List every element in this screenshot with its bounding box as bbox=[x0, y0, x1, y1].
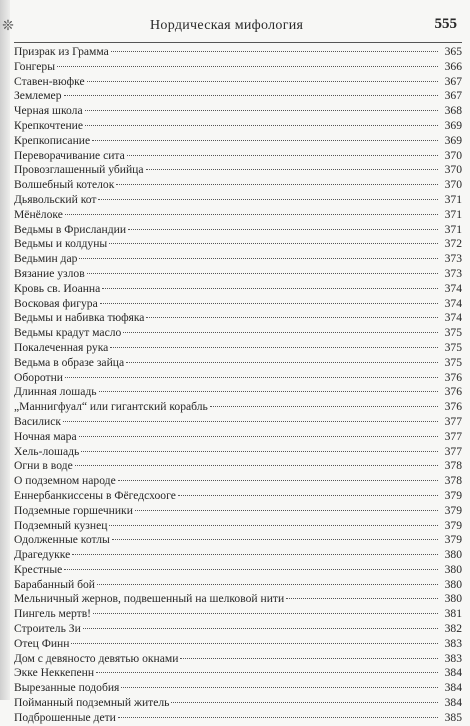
toc-entry-page: 374 bbox=[444, 311, 462, 325]
toc-entry bbox=[14, 430, 462, 445]
toc-entry-title: Пингель мертв! bbox=[14, 607, 92, 621]
dot-leader bbox=[146, 317, 438, 318]
toc-entry-page: 381 bbox=[444, 607, 462, 621]
toc-entry-page: 370 bbox=[444, 148, 462, 162]
toc-entry-title: Еннербанкиссены в Фёгедсхооге bbox=[14, 488, 176, 502]
toc-entry-title: Вязание узлов bbox=[14, 266, 85, 280]
toc-entry bbox=[14, 208, 462, 223]
dot-leader bbox=[110, 347, 438, 348]
toc-entry-page: 368 bbox=[444, 104, 462, 118]
dot-leader bbox=[178, 495, 438, 496]
toc-entry bbox=[14, 578, 462, 593]
toc-entry-title: Василиск bbox=[14, 414, 61, 428]
toc-entry-page: 380 bbox=[444, 592, 462, 606]
toc-entry-title: Строитель Зи bbox=[14, 622, 81, 636]
toc-entry-title: Кровь св. Иоанна bbox=[14, 281, 101, 295]
toc-entry bbox=[14, 104, 462, 119]
toc-entry bbox=[14, 163, 462, 178]
toc-entry bbox=[14, 371, 462, 386]
toc-entry-title: Огни в воде bbox=[14, 459, 73, 473]
dot-leader bbox=[116, 184, 438, 185]
toc-entry-title: О подземном народе bbox=[14, 474, 116, 488]
toc-entry bbox=[14, 711, 462, 726]
dot-leader bbox=[102, 288, 438, 289]
toc-entry-page: 376 bbox=[444, 400, 462, 414]
toc-entry-title: Длинная лошадь bbox=[14, 385, 97, 399]
dot-leader bbox=[112, 539, 438, 540]
dot-leader bbox=[118, 717, 438, 718]
toc-entry-page: 379 bbox=[444, 518, 462, 532]
toc-entry-title: Подброшенные дети bbox=[14, 710, 116, 724]
toc-entry-page: 366 bbox=[444, 59, 462, 73]
toc-entry bbox=[14, 415, 462, 430]
toc-entry bbox=[14, 519, 462, 534]
toc-entry-page: 369 bbox=[444, 118, 462, 132]
toc-entry-title: Крепкописание bbox=[14, 133, 91, 147]
toc-entry-title: Землемер bbox=[14, 89, 62, 103]
toc-entry-page: 385 bbox=[444, 710, 462, 724]
dot-leader bbox=[63, 421, 438, 422]
toc-entry-page: 373 bbox=[444, 266, 462, 280]
toc-entry-title: Мёнёлоке bbox=[14, 207, 63, 221]
toc-entry-page: 380 bbox=[444, 577, 462, 591]
toc-entry bbox=[14, 637, 462, 652]
toc-entry-title: Отец Финн bbox=[14, 636, 70, 650]
dot-leader bbox=[64, 95, 438, 96]
dot-leader bbox=[92, 140, 438, 141]
dot-leader bbox=[85, 110, 438, 111]
toc-entry-title: Барабанный бой bbox=[14, 577, 95, 591]
toc-entry-title: Пойманный подземный житель bbox=[14, 696, 170, 710]
toc-entry-title: Оборотни bbox=[14, 370, 63, 384]
dot-leader bbox=[57, 66, 438, 67]
dot-leader bbox=[109, 243, 438, 244]
dot-leader bbox=[135, 510, 438, 511]
toc-entry bbox=[14, 622, 462, 637]
toc-entry-title: Восковая фигура bbox=[14, 296, 98, 310]
dot-leader bbox=[127, 155, 438, 156]
toc-entry bbox=[14, 666, 462, 681]
toc-entry bbox=[14, 267, 462, 282]
toc-entry-page: 379 bbox=[444, 488, 462, 502]
dot-leader bbox=[75, 465, 438, 466]
toc-entry-title: Ведьмы и набивка тюфяка bbox=[14, 311, 145, 325]
toc-entry bbox=[14, 326, 462, 341]
toc-entry-page: 373 bbox=[444, 252, 462, 266]
toc-entry-page: 377 bbox=[444, 429, 462, 443]
header-rule bbox=[14, 42, 462, 43]
dot-leader bbox=[121, 687, 438, 688]
toc-entry-page: 376 bbox=[444, 370, 462, 384]
toc-entry-page: 377 bbox=[444, 414, 462, 428]
toc-entry-title: Мельничный жернов, подвешенный на шелковой нити bbox=[14, 592, 285, 606]
toc-entry bbox=[14, 563, 462, 578]
toc-entry-page: 374 bbox=[444, 281, 462, 295]
dot-leader bbox=[65, 214, 438, 215]
toc-entry-title: Ставен-вюфке bbox=[14, 74, 85, 88]
toc-entry bbox=[14, 445, 462, 460]
dot-leader bbox=[96, 672, 438, 673]
toc-entry-page: 367 bbox=[444, 89, 462, 103]
toc-entry-page: 372 bbox=[444, 237, 462, 251]
toc-entry-title: „Маннигфуал“ или гигантский корабль bbox=[14, 400, 208, 414]
toc-entry-title: Ведьмы крадут масло bbox=[14, 326, 122, 340]
toc-entry-page: 378 bbox=[444, 459, 462, 473]
dot-leader bbox=[146, 169, 438, 170]
toc-entry-title: Драгедукке bbox=[14, 548, 71, 562]
dot-leader bbox=[87, 81, 438, 82]
dot-leader bbox=[180, 658, 438, 659]
toc-entry bbox=[14, 607, 462, 622]
toc-entry bbox=[14, 149, 462, 164]
toc-entry-title: Крепкочтение bbox=[14, 118, 84, 132]
toc-entry-title: Крестные bbox=[14, 562, 63, 576]
toc-entry-page: 379 bbox=[444, 533, 462, 547]
dot-leader bbox=[65, 377, 438, 378]
toc-entry-title: Подземный кузнец bbox=[14, 518, 108, 532]
page-header bbox=[10, 14, 465, 42]
toc-entry-title: Переворачивание сита bbox=[14, 148, 125, 162]
toc-entry-title: Подземные горшечники bbox=[14, 503, 133, 517]
toc-entry-page: 379 bbox=[444, 503, 462, 517]
page-number: 555 bbox=[434, 16, 457, 32]
toc-entry-page: 380 bbox=[444, 548, 462, 562]
toc-entry-title: Призрак из Грамма bbox=[14, 45, 109, 58]
toc-entry-page: 384 bbox=[444, 681, 462, 695]
toc-entry-title: Вырезанные подобия bbox=[14, 681, 120, 695]
toc-entry bbox=[14, 504, 462, 519]
toc-entry bbox=[14, 474, 462, 489]
toc-entry-page: 370 bbox=[444, 178, 462, 192]
dot-leader bbox=[71, 643, 438, 644]
toc-entry-title: Ночная мара bbox=[14, 429, 77, 443]
toc-entry-title: Гонгеры bbox=[14, 59, 56, 73]
dot-leader bbox=[85, 125, 438, 126]
toc-entry bbox=[14, 134, 462, 149]
toc-entry bbox=[14, 592, 462, 607]
toc-entry-page: 375 bbox=[444, 355, 462, 369]
dot-leader bbox=[72, 554, 438, 555]
dot-leader bbox=[97, 584, 438, 585]
toc-entry bbox=[14, 489, 462, 504]
dot-leader bbox=[79, 436, 438, 437]
dot-leader bbox=[123, 332, 438, 333]
toc-entry bbox=[14, 297, 462, 312]
toc-entry bbox=[14, 459, 462, 474]
toc-entry-page: 365 bbox=[444, 45, 462, 58]
toc-entry-page: 384 bbox=[444, 666, 462, 680]
dot-leader bbox=[210, 406, 438, 407]
toc-entry-page: 382 bbox=[444, 622, 462, 636]
toc-entry-page: 375 bbox=[444, 326, 462, 340]
toc-entry bbox=[14, 193, 462, 208]
dot-leader bbox=[128, 229, 438, 230]
toc-entry bbox=[14, 45, 462, 60]
toc-entry bbox=[14, 237, 462, 252]
toc-entry bbox=[14, 89, 462, 104]
toc-entry-title: Одолженные котлы bbox=[14, 533, 110, 547]
toc-entry bbox=[14, 548, 462, 563]
dot-leader bbox=[64, 569, 438, 570]
toc-entry-page: 383 bbox=[444, 651, 462, 665]
toc-entry-page: 377 bbox=[444, 444, 462, 458]
toc-entry bbox=[14, 533, 462, 548]
dot-leader bbox=[286, 598, 438, 599]
dot-leader bbox=[118, 480, 438, 481]
toc-entry bbox=[14, 356, 462, 371]
toc-entry-page: 371 bbox=[444, 192, 462, 206]
toc-entry-title: Провозглашенный убийца bbox=[14, 163, 144, 177]
toc-entry bbox=[14, 178, 462, 193]
toc-entry bbox=[14, 311, 462, 326]
toc-entry bbox=[14, 385, 462, 400]
toc-entry bbox=[14, 652, 462, 667]
dot-leader bbox=[87, 273, 438, 274]
dot-leader bbox=[111, 51, 438, 52]
toc-entry bbox=[14, 696, 462, 711]
toc-entry bbox=[14, 341, 462, 356]
dot-leader bbox=[126, 362, 438, 363]
toc-entry-page: 371 bbox=[444, 222, 462, 236]
toc-entry bbox=[14, 400, 462, 415]
toc-entry-page: 380 bbox=[444, 562, 462, 576]
toc-entry-title: Дьявольский кот bbox=[14, 192, 97, 206]
book-spine-shadow bbox=[0, 0, 10, 700]
toc-entry-title: Волшебный котелок bbox=[14, 178, 115, 192]
toc-entry-page: 371 bbox=[444, 207, 462, 221]
toc-entry-title: Ведьмы и колдуны bbox=[14, 237, 108, 251]
dot-leader bbox=[99, 391, 438, 392]
toc-entry-page: 378 bbox=[444, 474, 462, 488]
dot-leader bbox=[93, 613, 438, 614]
toc-entry-page: 384 bbox=[444, 696, 462, 710]
toc-entry-title: Ведьма в образе зайца bbox=[14, 355, 125, 369]
ornament-icon: ❊ bbox=[2, 19, 14, 34]
toc-entry-page: 369 bbox=[444, 133, 462, 147]
toc-entry-title: Экке Неккепенн bbox=[14, 666, 95, 680]
dot-leader bbox=[100, 303, 438, 304]
toc-entry-title: Дом с девяносто девятью окнами bbox=[14, 651, 179, 665]
toc-entry-page: 374 bbox=[444, 296, 462, 310]
toc-entry bbox=[14, 60, 462, 75]
toc-entry-page: 375 bbox=[444, 340, 462, 354]
toc-entry bbox=[14, 252, 462, 267]
toc-entry bbox=[14, 681, 462, 696]
toc-entry-page: 376 bbox=[444, 385, 462, 399]
dot-leader bbox=[98, 199, 438, 200]
toc-entry bbox=[14, 119, 462, 134]
dot-leader bbox=[109, 525, 438, 526]
toc-entry-title: Черная школа bbox=[14, 104, 83, 118]
dot-leader bbox=[81, 451, 438, 452]
toc-entry-title: Ведьмы в Фрисландии bbox=[14, 222, 127, 236]
toc-entry-title: Ведьмин дар bbox=[14, 252, 78, 266]
toc-entry-title: Покалеченная рука bbox=[14, 340, 109, 354]
toc-entry-page: 367 bbox=[444, 74, 462, 88]
toc-entry bbox=[14, 75, 462, 90]
toc-entry bbox=[14, 282, 462, 297]
toc-entry-page: 370 bbox=[444, 163, 462, 177]
dot-leader bbox=[171, 702, 438, 703]
dot-leader bbox=[79, 258, 438, 259]
toc-entry-title: Хель-лошадь bbox=[14, 444, 80, 458]
running-title: Нордическая мифология bbox=[150, 18, 304, 33]
toc-entry-page: 383 bbox=[444, 636, 462, 650]
toc-entry bbox=[14, 223, 462, 238]
dot-leader bbox=[83, 628, 438, 629]
table-of-contents bbox=[14, 45, 462, 726]
